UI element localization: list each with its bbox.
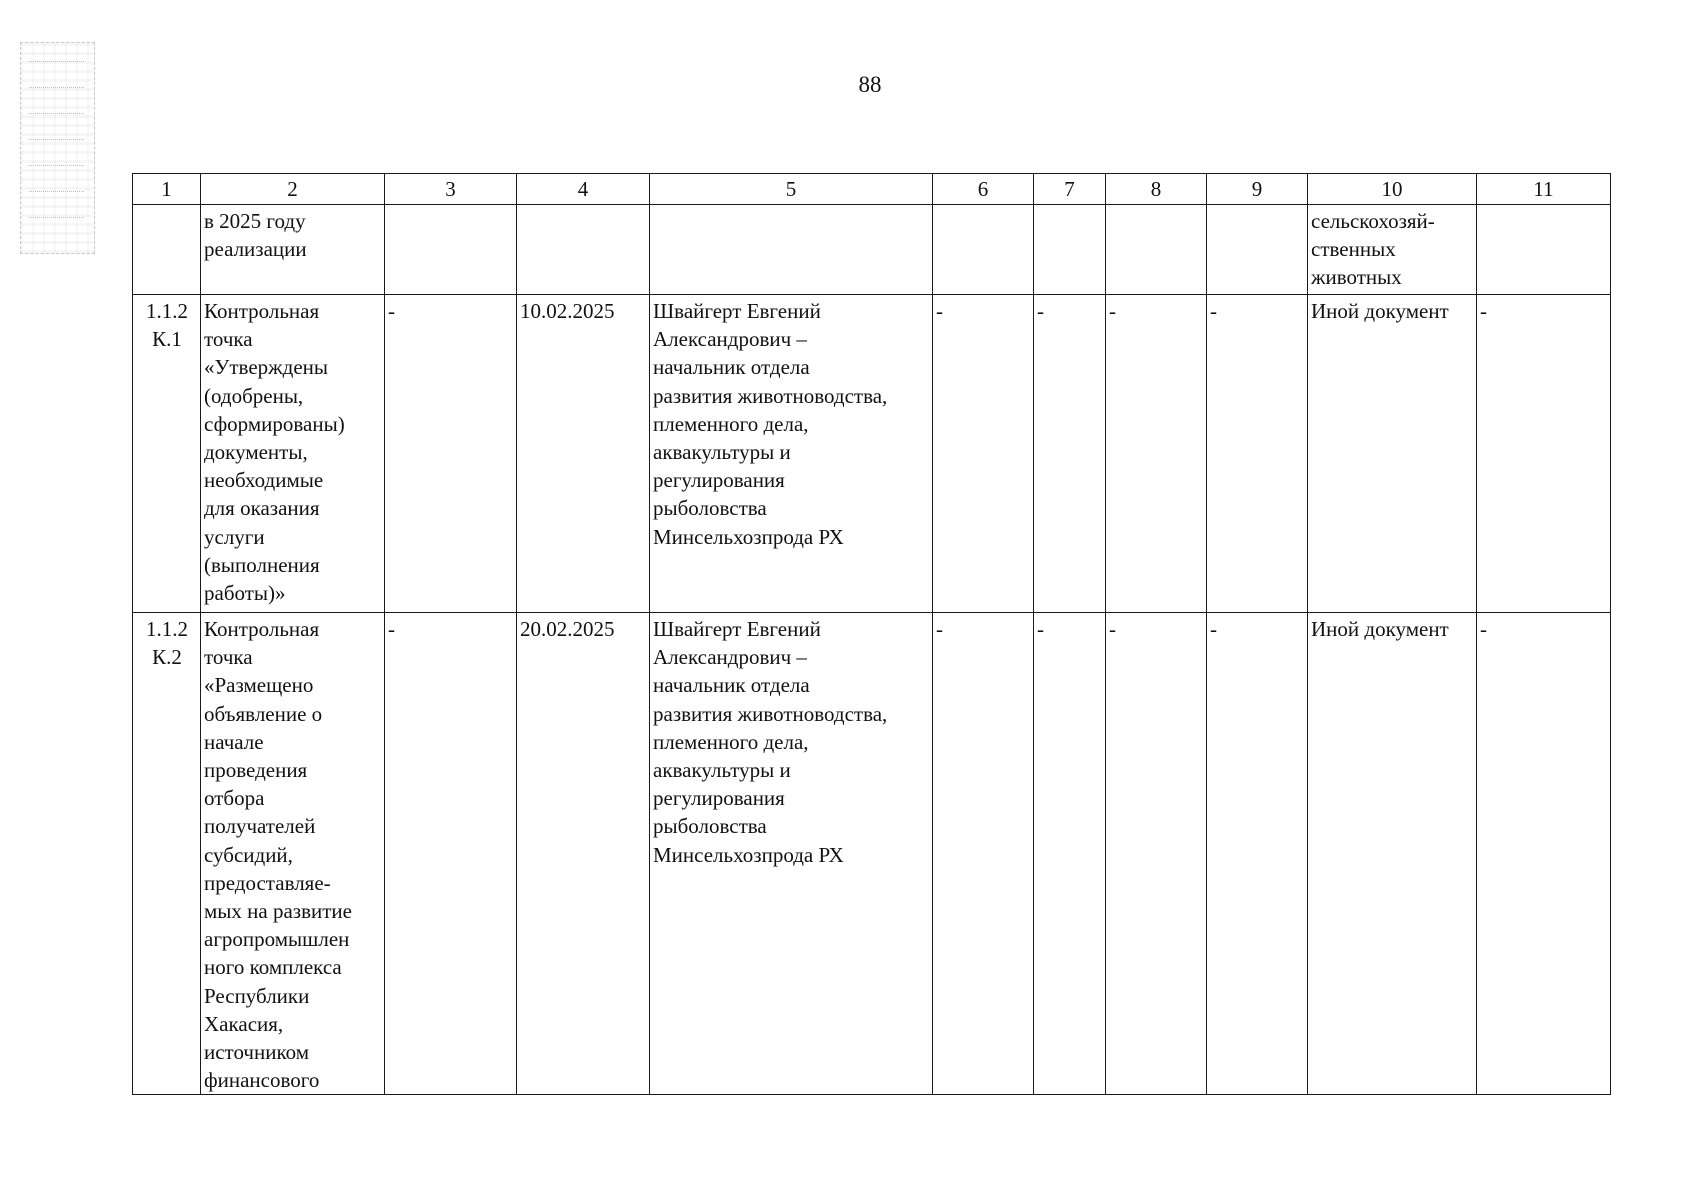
col-header-11: 11 (1477, 174, 1611, 205)
table-row (133, 613, 1611, 1095)
cell-number: 1.1.2 К.2 (133, 613, 201, 1095)
cell-col11: - (1477, 613, 1611, 1095)
col-header-6: 6 (933, 174, 1034, 205)
cell-responsible (650, 205, 933, 295)
col-header-3: 3 (385, 174, 517, 205)
cell-document-type: Иной документ (1308, 295, 1477, 613)
cell-col6 (933, 205, 1034, 295)
data-table (132, 173, 1611, 1095)
cell-name: Контрольная точка «Утверждены (одобрены, сформированы) документы, необходимые для оказания услуги (выполнения работы)» (201, 295, 385, 613)
cell-col8 (1106, 205, 1207, 295)
cell-number (133, 205, 201, 295)
cell-date (517, 205, 650, 295)
cell-col7 (1034, 205, 1106, 295)
cell-col3: - (385, 613, 517, 1095)
col-header-2: 2 (201, 174, 385, 205)
cell-responsible: Швайгерт Евгений Александрович – начальник отдела развития животноводства, племенного дела, аквакультуры и регулирования рыболовства Минсельхозпрода РХ (650, 295, 933, 613)
col-header-1: 1 (133, 174, 201, 205)
cell-col11 (1477, 205, 1611, 295)
header-row (133, 174, 1611, 205)
col-header-4: 4 (517, 174, 650, 205)
col-header-10: 10 (1308, 174, 1477, 205)
table-row (133, 295, 1611, 613)
cell-col6: - (933, 613, 1034, 1095)
cell-document-type: Иной документ (1308, 613, 1477, 1095)
cell-col8: - (1106, 295, 1207, 613)
cell-date: 10.02.2025 (517, 295, 650, 613)
table-row (133, 205, 1611, 295)
col-header-8: 8 (1106, 174, 1207, 205)
cell-col3 (385, 205, 517, 295)
col-header-9: 9 (1207, 174, 1308, 205)
cell-col9: - (1207, 613, 1308, 1095)
cell-col7: - (1034, 613, 1106, 1095)
cell-name: в 2025 году реализации (201, 205, 385, 295)
cell-number: 1.1.2 К.1 (133, 295, 201, 613)
col-header-5: 5 (650, 174, 933, 205)
col-header-7: 7 (1034, 174, 1106, 205)
cell-name: Контрольная точка «Размещено объявление о начале проведения отбора получателей субсидий, предоставляе- мых на развитие агропромышлен ного комплекса Республики Хакасия, источником финансового (201, 613, 385, 1095)
cell-col6: - (933, 295, 1034, 613)
cell-col11: - (1477, 295, 1611, 613)
cell-col9 (1207, 205, 1308, 295)
cell-col9: - (1207, 295, 1308, 613)
cell-col8: - (1106, 613, 1207, 1095)
page-number: 88 (858, 72, 882, 97)
cell-col7: - (1034, 295, 1106, 613)
cell-document-type: сельскохозяй- ственных животных (1308, 205, 1477, 295)
cell-col3: - (385, 295, 517, 613)
cell-responsible: Швайгерт Евгений Александрович – начальник отдела развития животноводства, племенного дела, аквакультуры и регулирования рыболовства Минсельхозпрода РХ (650, 613, 933, 1095)
cell-date: 20.02.2025 (517, 613, 650, 1095)
